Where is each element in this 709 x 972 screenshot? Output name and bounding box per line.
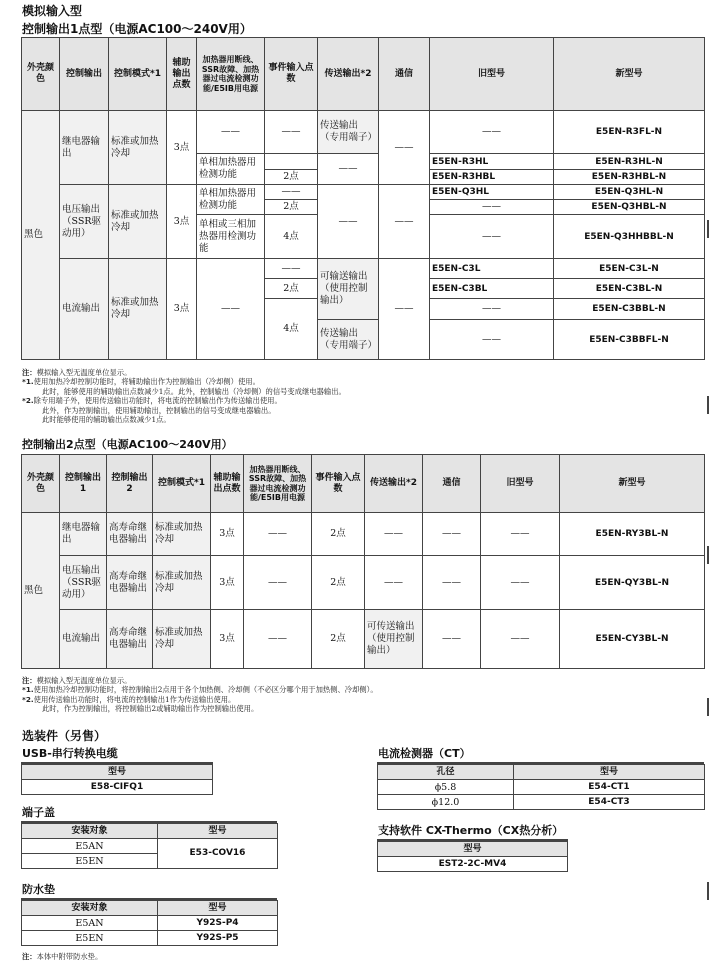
note-text: 此时能够使用的辅助输出点数减少1点。 bbox=[42, 415, 171, 425]
seal-note bbox=[22, 952, 102, 961]
t1-output-relay: 继电器输出 bbox=[60, 111, 109, 185]
table2 bbox=[21, 454, 705, 669]
software-table bbox=[377, 841, 568, 872]
t2-transfer: 可传送输出（使用控制输出） bbox=[365, 610, 423, 669]
table2-heading: 控制输出2点型（电源AC100～240V用） bbox=[22, 438, 233, 451]
t2-comm: —— bbox=[423, 513, 481, 556]
software-col-model: 型号 bbox=[378, 842, 568, 857]
note-tag: *1. bbox=[22, 685, 34, 695]
note-tag: 注： bbox=[22, 676, 37, 685]
note-text: 使用加热冷却控制功能时，将辅助输出作为控制输出（冷却侧）使用。 bbox=[33, 377, 260, 387]
t2-color-cell: 黑色 bbox=[22, 513, 60, 669]
t1-header-new-model: 新型号 bbox=[554, 38, 705, 111]
t2-new: E5EN-CY3BL-N bbox=[560, 610, 705, 669]
t1-old-c3bbl: —— bbox=[430, 299, 554, 320]
seal-model: Y92S-P4 bbox=[158, 916, 278, 931]
note-tag: *2. bbox=[22, 694, 34, 704]
waterproof-seal-title: 防水垫 bbox=[22, 883, 55, 896]
t2-header-heater: 加热器用断线、SSR故障、加热器过电流检测功能/E5IB用电源 bbox=[244, 455, 312, 513]
t1-event-relay-blank bbox=[265, 154, 318, 170]
t1-new-q3hhbbl: E5EN-Q3HHBBL-N bbox=[554, 215, 705, 259]
t1-old-r3hl: E5EN-R3HL bbox=[430, 154, 554, 170]
t2-heater: —— bbox=[244, 513, 312, 556]
table1-heading: 控制输出1点型（电源AC100～240V用） bbox=[22, 22, 252, 36]
t2-header-old-model: 旧型号 bbox=[481, 455, 560, 513]
t2-new: E5EN-QY3BL-N bbox=[560, 556, 705, 610]
note-text: 模拟输入型无温度单位显示。 bbox=[36, 368, 132, 377]
t1-header-comm: 通信 bbox=[379, 38, 430, 111]
t1-new-c3bl: E5EN-C3BL-N bbox=[554, 279, 705, 299]
t1-heater-relay-none: —— bbox=[197, 111, 265, 154]
t2-mode: 标准或加热冷却 bbox=[153, 610, 211, 669]
t1-aux-current: 3点 bbox=[167, 259, 197, 360]
t1-header-output: 控制输出 bbox=[60, 38, 109, 111]
seal-model: Y92S-P5 bbox=[158, 931, 278, 946]
usb-model: E58-CIFQ1 bbox=[22, 780, 213, 795]
terminal-cover-table bbox=[21, 823, 278, 869]
t2-header-transfer: 传送输出*2 bbox=[365, 455, 423, 513]
t2-event: 2点 bbox=[312, 610, 365, 669]
seal-col-target: 安装对象 bbox=[22, 901, 158, 916]
t2-out2: 高寿命继电器输出 bbox=[107, 556, 153, 610]
ct-model: E54-CT1 bbox=[514, 780, 705, 795]
note-text: 此时，作为控制输出，将控制输出2或辅助输出作为控制输出使用。 bbox=[42, 704, 259, 714]
t1-transfer-relay-none: —— bbox=[318, 154, 379, 185]
usb-col-model: 型号 bbox=[22, 765, 213, 780]
t2-aux: 3点 bbox=[211, 556, 244, 610]
t1-comm-relay: —— bbox=[379, 111, 430, 185]
ct-model: E54-CT3 bbox=[514, 795, 705, 810]
t2-header-new-model: 新型号 bbox=[560, 455, 705, 513]
t1-mode-current: 标准或加热冷却 bbox=[109, 259, 167, 360]
t1-old-q3hl: E5EN-Q3HL bbox=[430, 185, 554, 200]
software-model: EST2-2C-MV4 bbox=[378, 857, 568, 872]
t1-transfer-voltage: —— bbox=[318, 185, 379, 259]
t2-out2: 高寿命继电器输出 bbox=[107, 610, 153, 669]
t2-heater: —— bbox=[244, 556, 312, 610]
t2-header-output2: 控制输出2 bbox=[107, 455, 153, 513]
t1-old-q3hhbbl: —— bbox=[430, 215, 554, 259]
note-tag: *1. bbox=[22, 377, 34, 387]
ct-hole: ϕ12.0 bbox=[378, 795, 514, 810]
t1-header-mode: 控制模式*1 bbox=[109, 38, 167, 111]
t2-aux: 3点 bbox=[211, 513, 244, 556]
t2-header-output1: 控制输出1 bbox=[60, 455, 107, 513]
page-title: 模拟输入型 bbox=[22, 4, 83, 18]
t2-comm: —— bbox=[423, 556, 481, 610]
t2-header-color: 外壳颜色 bbox=[22, 455, 60, 513]
note-text: 使用加热冷却控制功能时，将控制输出2点用于各个加热侧、冷却侧（不必区分哪个用于加热侧、冷却侧）。 bbox=[33, 685, 378, 695]
t1-output-voltage: 电压输出（SSR驱动用） bbox=[60, 185, 109, 259]
t1-transfer-relay: 传送输出（专用端子） bbox=[318, 111, 379, 154]
ct-title: 电流检测器（CT） bbox=[378, 747, 471, 760]
t2-heater: —— bbox=[244, 610, 312, 669]
t2-transfer: —— bbox=[365, 556, 423, 610]
t2-old: —— bbox=[481, 610, 560, 669]
t1-mode-relay: 标准或加热冷却 bbox=[109, 111, 167, 185]
t2-transfer: —— bbox=[365, 513, 423, 556]
t1-comm-current: —— bbox=[379, 259, 430, 360]
t2-mode: 标准或加热冷却 bbox=[153, 556, 211, 610]
table1-notes bbox=[22, 368, 346, 424]
t2-header-event: 事件输入点数 bbox=[312, 455, 365, 513]
t1-header-old-model: 旧型号 bbox=[430, 38, 554, 111]
seal-target: E5AN bbox=[22, 916, 158, 931]
terminal-cover-title: 端子盖 bbox=[22, 806, 55, 819]
t1-heater-current: —— bbox=[197, 259, 265, 360]
t1-new-r3hl: E5EN-R3HL-N bbox=[554, 154, 705, 170]
t2-header-comm: 通信 bbox=[423, 455, 481, 513]
t1-heater-voltage-single: 单相加热器用检测功能 bbox=[197, 185, 265, 215]
t1-heater-relay-single: 单相加热器用检测功能 bbox=[197, 154, 265, 185]
t1-heater-voltage-three: 单相或三相加热器用检测功能 bbox=[197, 215, 265, 259]
t1-old-q3hbl: —— bbox=[430, 200, 554, 215]
t1-old-c3bbfl: —— bbox=[430, 320, 554, 360]
t1-output-current: 电流输出 bbox=[60, 259, 109, 360]
t1-event-voltage-none: —— bbox=[265, 185, 318, 200]
ct-col-hole: 孔径 bbox=[378, 765, 514, 780]
note-text: 除专用端子外，使用传送输出功能时，将电流的控制输出作为传送输出使用。 bbox=[33, 396, 282, 406]
table2-notes bbox=[22, 676, 378, 714]
note-text: 模拟输入型无温度单位显示。 bbox=[36, 676, 132, 685]
note-text: 本体中附带防水垫。 bbox=[36, 952, 103, 961]
t2-out1: 电压输出（SSR驱动用） bbox=[60, 556, 107, 610]
t1-old-r3hbl: E5EN-R3HBL bbox=[430, 170, 554, 185]
t1-header-color: 外壳颜色 bbox=[22, 38, 60, 111]
t1-new-c3bbl: E5EN-C3BBL-N bbox=[554, 299, 705, 320]
t2-event: 2点 bbox=[312, 556, 365, 610]
cover-col-model: 型号 bbox=[158, 824, 278, 839]
table1 bbox=[21, 37, 705, 360]
t1-header-heater: 加热器用断线、SSR故障、加热器过电流检测功能/E5IB用电源 bbox=[197, 38, 265, 111]
ct-table bbox=[377, 764, 705, 810]
usb-cable-table bbox=[21, 764, 213, 795]
note-text: 此外，作为控制输出，使用辅助输出，控制输出的信号变成继电器输出。 bbox=[42, 405, 276, 415]
t2-old: —— bbox=[481, 513, 560, 556]
t1-event-relay-2: 2点 bbox=[265, 170, 318, 185]
options-heading: 选装件（另售） bbox=[22, 729, 107, 743]
cover-target: E5EN bbox=[22, 854, 158, 869]
t1-transfer-current-dedicated: 传送输出（专用端子） bbox=[318, 320, 379, 360]
t1-mode-voltage: 标准或加热冷却 bbox=[109, 185, 167, 259]
t2-out2: 高寿命继电器输出 bbox=[107, 513, 153, 556]
t1-new-r3hbl: E5EN-R3HBL-N bbox=[554, 170, 705, 185]
note-tag: 注： bbox=[22, 368, 37, 377]
note-text: 此时，能够使用的辅助输出点数减少1点。此外，控制输出（冷却侧）的信号变成继电器输出。 bbox=[42, 386, 346, 396]
t1-event-current-none: —— bbox=[265, 259, 318, 279]
t1-old-c3bl: E5EN-C3BL bbox=[430, 279, 554, 299]
t1-new-c3bbfl: E5EN-C3BBFL-N bbox=[554, 320, 705, 360]
t1-header-event: 事件输入点数 bbox=[265, 38, 318, 111]
note-tag: 注： bbox=[22, 952, 37, 961]
t1-new-q3hbl: E5EN-Q3HBL-N bbox=[554, 200, 705, 215]
software-title: 支持软件 CX-Thermo（CX热分析） bbox=[378, 824, 564, 837]
t1-new-r3fl: E5EN-R3FL-N bbox=[554, 111, 705, 154]
t2-header-mode: 控制模式*1 bbox=[153, 455, 211, 513]
t1-header-aux: 辅助输出点数 bbox=[167, 38, 197, 111]
seal-target: E5EN bbox=[22, 931, 158, 946]
usb-cable-title: USB-串行转换电缆 bbox=[22, 747, 118, 760]
t1-event-voltage-4: 4点 bbox=[265, 215, 318, 259]
t1-event-voltage-2: 2点 bbox=[265, 200, 318, 215]
ct-col-model: 型号 bbox=[514, 765, 705, 780]
t2-out1: 继电器输出 bbox=[60, 513, 107, 556]
t1-transfer-current-ctrl: 可输送输出（使用控制输出） bbox=[318, 259, 379, 320]
cover-model: E53-COV16 bbox=[158, 839, 278, 869]
note-tag: *2. bbox=[22, 396, 34, 406]
cover-col-target: 安装对象 bbox=[22, 824, 158, 839]
t1-color-cell: 黑色 bbox=[22, 111, 60, 360]
t1-old-r3fl: —— bbox=[430, 111, 554, 154]
note-text: 使用传送输出功能时，将电流的控制输出1作为传送输出使用。 bbox=[33, 694, 236, 704]
t1-header-transfer: 传送输出*2 bbox=[318, 38, 379, 111]
t2-out1: 电流输出 bbox=[60, 610, 107, 669]
t1-event-current-4: 4点 bbox=[265, 299, 318, 360]
t1-new-q3hl: E5EN-Q3HL-N bbox=[554, 185, 705, 200]
t1-comm-voltage: —— bbox=[379, 185, 430, 259]
t2-aux: 3点 bbox=[211, 610, 244, 669]
t2-event: 2点 bbox=[312, 513, 365, 556]
ct-hole: ϕ5.8 bbox=[378, 780, 514, 795]
t1-aux-voltage: 3点 bbox=[167, 185, 197, 259]
t1-event-current-2: 2点 bbox=[265, 279, 318, 299]
t1-event-relay-none: —— bbox=[265, 111, 318, 154]
seal-col-model: 型号 bbox=[158, 901, 278, 916]
t2-mode: 标准或加热冷却 bbox=[153, 513, 211, 556]
waterproof-seal-table bbox=[21, 900, 278, 946]
t2-header-aux: 辅助输出点数 bbox=[211, 455, 244, 513]
t1-aux-relay: 3点 bbox=[167, 111, 197, 185]
cover-target: E5AN bbox=[22, 839, 158, 854]
t1-new-c3l: E5EN-C3L-N bbox=[554, 259, 705, 279]
t2-old: —— bbox=[481, 556, 560, 610]
t2-new: E5EN-RY3BL-N bbox=[560, 513, 705, 556]
t1-old-c3l: E5EN-C3L bbox=[430, 259, 554, 279]
t2-comm: —— bbox=[423, 610, 481, 669]
